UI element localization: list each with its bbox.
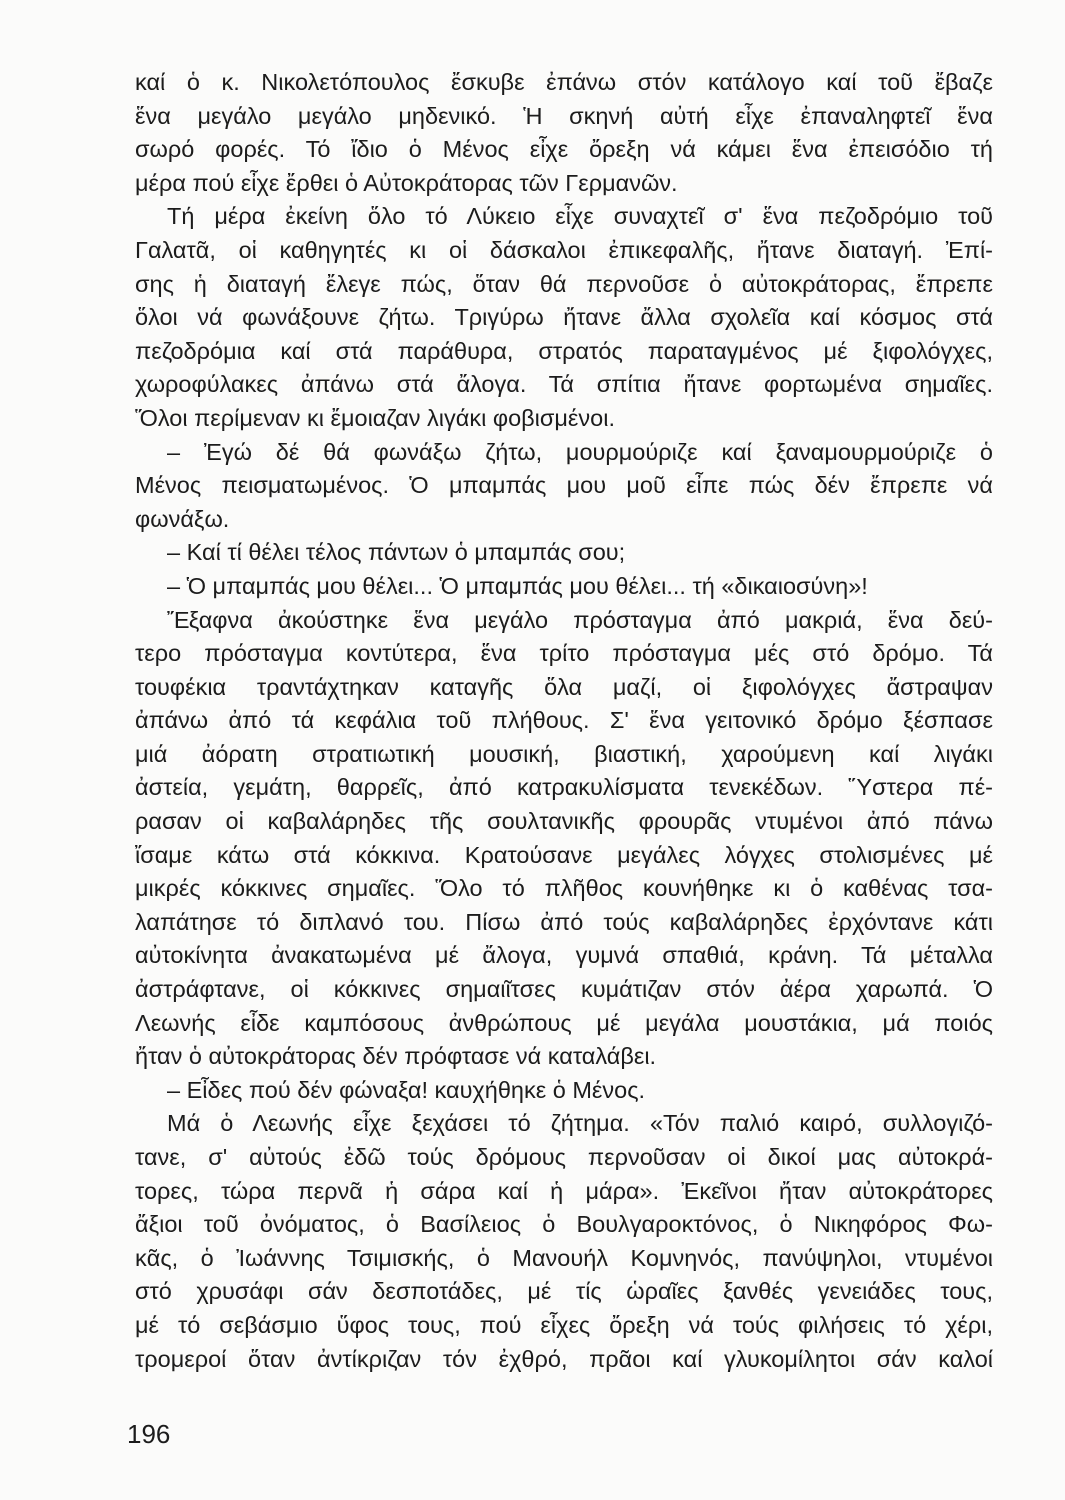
text-line: τερο πρόσταγμα κοντύτερα, ἕνα τρίτο πρόσταγμα μές στό δρόμο. Τά	[135, 640, 993, 667]
text-line: μικρές κόκκινες σημαῖες. Ὅλο τό πλῆθος κουνήθηκε κι ὁ καθένας τσα-	[135, 875, 993, 902]
text-line: ἕνα μεγάλο μεγάλο μηδενικό. Ἡ σκηνή αὐτή εἶχε ἐπαναληφτεῖ ἕνα	[135, 102, 993, 129]
text-line: μιά ἀόρατη στρατιωτική μουσική, βιαστική, χαρούμενη καί λιγάκι	[135, 740, 993, 767]
text-line: – Εἶδες πού δέν φώναξα! καυχήθηκε ὁ Μένος.	[167, 1076, 646, 1103]
text-line: Μά ὁ Λεωνής εἶχε ξεχάσει τό ζήτημα. «Τόν παλιό καιρό, συλλογιζό-	[167, 1110, 993, 1137]
text-line: Μένος πεισματωμένος. Ὁ μπαμπάς μου μοῦ εἶπε πώς δέν ἔπρεπε νά	[135, 472, 993, 499]
text-line: ἴσαμε κάτω στά κόκκινα. Κρατούσανε μεγάλες λόγχες στολισμένες μέ	[135, 841, 993, 868]
text-line: σης ἡ διαταγή ἔλεγε πώς, ὅταν θά περνοῦσε ὁ αὐτοκράτορας, ἔπρεπε	[135, 270, 993, 297]
text-line: – Ἐγώ δέ θά φωνάξω ζήτω, μουρμούριζε καί ξαναμουρμούριζε ὁ	[167, 438, 993, 465]
text-line: ἀστράφτανε, οἱ κόκκινες σημαιῖτσες κυμάτιζαν στόν ἀέρα χαρωπά. Ὁ	[135, 976, 993, 1003]
text-line: στό χρυσάφι σάν δεσποτάδες, μέ τίς ὡραῖες ξανθές γενειάδες τους,	[135, 1278, 993, 1305]
text-line: Λεωνής εἶδε καμπόσους ἀνθρώπους μέ μεγάλα μουστάκια, μά ποιός	[135, 1009, 993, 1036]
text-line: ὅλοι νά φωνάξουνε ζήτω. Τριγύρω ἤτανε ἄλλα σχολεῖα καί κόσμος στά	[135, 304, 993, 331]
text-line: ρασαν οἱ καβαλάρηδες τῆς σουλτανικῆς φρουρᾶς ντυμένοι ἀπό πάνω	[135, 808, 993, 835]
page-number: 196	[127, 1419, 171, 1449]
text-line: Γαλατᾶ, οἱ καθηγητές κι οἱ δάσκαλοι ἐπικεφαλῆς, ἤτανε διαταγή. Ἐπί-	[135, 236, 993, 263]
text-line: ἀπάνω ἀπό τά κεφάλια τοῦ πλήθους. Σ' ἕνα γειτονικό δρόμο ξέσπασε	[135, 707, 993, 734]
text-line: τορες, τώρα περνᾶ ἡ σάρα καί ἡ μάρα». Ἐκεῖνοι ἤταν αὐτοκράτορες	[135, 1177, 993, 1204]
text-line: ἄξιοι τοῦ ὀνόματος, ὁ Βασίλειος ὁ Βουλγαροκτόνος, ὁ Νικηφόρος Φω-	[135, 1211, 993, 1238]
text-line: ἤταν ὁ αὐτοκράτορας δέν πρόφτασε νά καταλάβει.	[135, 1043, 657, 1070]
text-line: μέ τό σεβάσμιο ὕφος τους, πού εἶχες ὄρεξη νά τούς φιλήσεις τό χέρι,	[135, 1311, 993, 1338]
text-line: ἀστεία, γεμάτη, θαρρεῖς, ἀπό κατρακυλίσματα τενεκέδων. Ὕστερα πέ-	[135, 774, 993, 801]
text-line: καί ὁ κ. Νικολετόπουλος ἔσκυβε ἐπάνω στόν κατάλογο καί τοῦ ἔβαζε	[135, 69, 993, 95]
text-line: τρομεροί ὅταν ἀντίκριζαν τόν ἐχθρό, πρᾶοι καί γλυκομίλητοι σάν καλοί	[135, 1345, 993, 1372]
text-line: Ὅλοι περίμεναν κι ἔμοιαζαν λιγάκι φοβισμένοι.	[135, 404, 615, 431]
text-line: χωροφύλακες ἀπάνω στά ἄλογα. Τά σπίτια ἤτανε φορτωμένα σημαῖες.	[135, 371, 993, 398]
text-line: πεζοδρόμια καί στά παράθυρα, στρατός παραταγμένος μέ ξιφολόγχες,	[135, 337, 993, 364]
text-line: φωνάξω.	[135, 505, 230, 532]
text-line: μέρα πού εἶχε ἔρθει ὁ Αὐτοκράτορας τῶν Γερμανῶν.	[135, 169, 678, 196]
text-line: – Ὁ μπαμπάς μου θέλει... Ὁ μπαμπάς μου θέλει... τή «δικαιοσύνη»!	[167, 572, 868, 599]
text-line: Ἔξαφνα ἀκούστηκε ἕνα μεγάλο πρόσταγμα ἀπό μακριά, ἕνα δεύ-	[167, 606, 993, 633]
text-line: τουφέκια τραντάχτηκαν καταγῆς ὅλα μαζί, οἱ ξιφολόγχες ἄστραψαν	[135, 673, 993, 700]
text-line: – Καί τί θέλει τέλος πάντων ὁ μπαμπάς σου;	[167, 539, 626, 566]
text-line: τανε, σ' αὐτούς ἐδῶ τούς δρόμους περνοῦσαν οἱ δικοί μας αὐτοκρά-	[135, 1144, 993, 1170]
text-line: Τή μέρα ἐκείνη ὅλο τό Λύκειο εἶχε συναχτεῖ σ' ἕνα πεζοδρόμιο τοῦ	[167, 203, 993, 230]
text-line: λαπάτησε τό διπλανό του. Πίσω ἀπό τούς καβαλάρηδες ἐρχόντανε κάτι	[135, 908, 993, 935]
text-line: κᾶς, ὁ Ἰωάννης Τσιμισκής, ὁ Μανουήλ Κομνηνός, πανύψηλοι, ντυμένοι	[135, 1244, 993, 1271]
text-line: σωρό φορές. Τό ἴδιο ὁ Μένος εἶχε ὄρεξη νά κάμει ἕνα ἐπεισόδιο τή	[135, 136, 993, 163]
body-text	[135, 66, 993, 1376]
text-line: αὐτοκίνητα ἀνακατωμένα μέ ἄλογα, γυμνά σπαθιά, κράνη. Τά μέταλλα	[135, 942, 993, 969]
